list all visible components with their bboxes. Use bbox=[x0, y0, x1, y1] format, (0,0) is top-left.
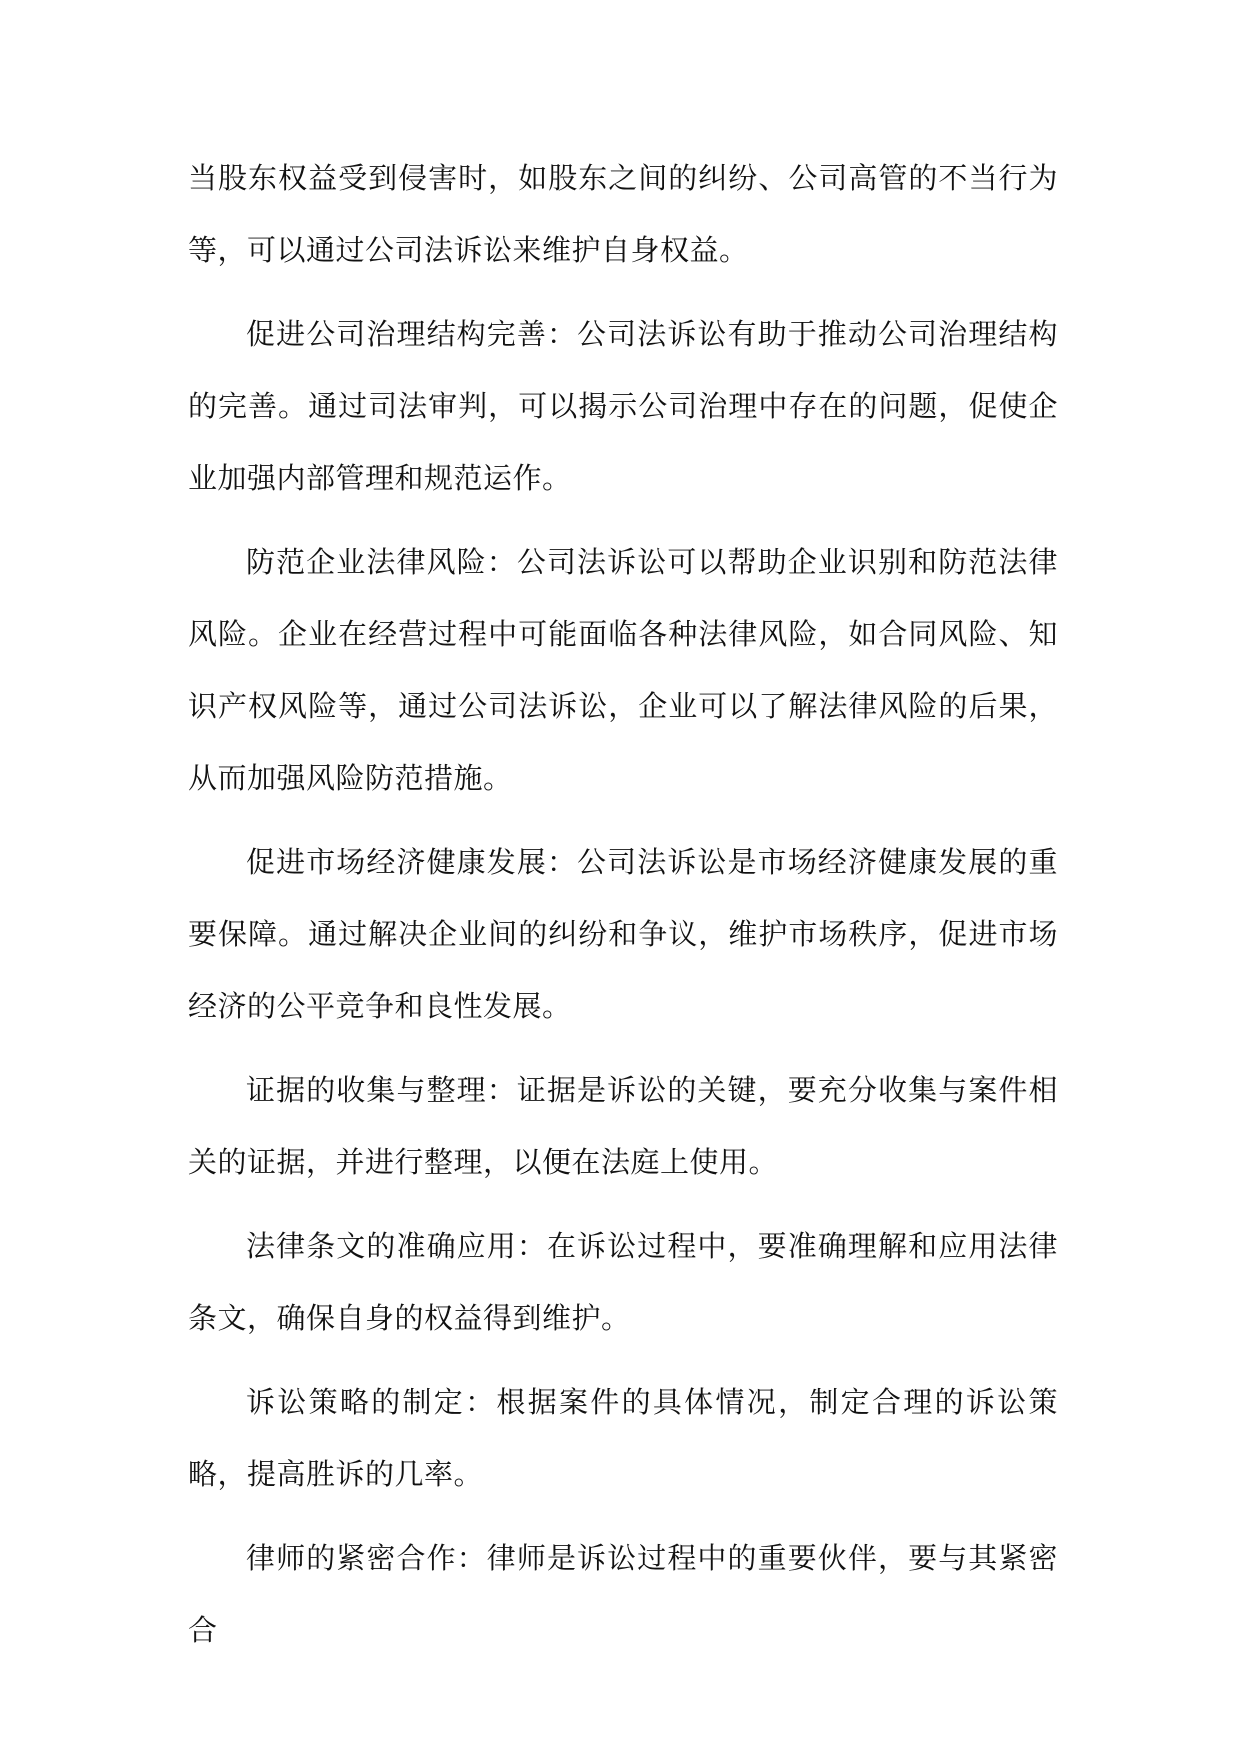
paragraph-evidence bbox=[188, 1054, 1058, 1198]
paragraph-text: 律师是诉讼过程中的重要伙伴，要与其紧密合 bbox=[188, 1541, 1058, 1647]
paragraph-text: 公司法诉讼是市场经济健康发展的重要保障。通过解决企业间的纠纷和争议，维护市场秩序，促进市场经济的公平竞争和良性发展。 bbox=[188, 845, 1058, 1023]
paragraph-text: 证据是诉讼的关键，要充分收集与案件相关的证据，并进行整理，以便在法庭上使用。 bbox=[188, 1073, 1058, 1179]
paragraph-market-economy bbox=[188, 826, 1058, 1042]
paragraph-heading: 促进市场经济健康发展： bbox=[246, 845, 578, 879]
paragraph-legal-provisions bbox=[188, 1210, 1058, 1354]
document-body bbox=[188, 142, 1058, 1678]
paragraph-legal-risk bbox=[188, 526, 1058, 814]
paragraph-heading: 律师的紧密合作： bbox=[246, 1541, 487, 1575]
paragraph-text: 公司法诉讼有助于推动公司治理结构的完善。通过司法审判，可以揭示公司治理中存在的问题，促使企业加强内部管理和规范运作。 bbox=[188, 317, 1058, 495]
paragraph-text: 公司法诉讼可以帮助企业识别和防范法律风险。企业在经营过程中可能面临各种法律风险，如合同风险、知识产权风险等，通过公司法诉讼，企业可以了解法律风险的后果，从而加强风险防范措施。 bbox=[188, 545, 1058, 795]
paragraph-text: 当股东权益受到侵害时，如股东之间的纠纷、公司高管的不当行为等，可以通过公司法诉讼来维护自身权益。 bbox=[188, 161, 1058, 267]
paragraph-heading: 促进公司治理结构完善： bbox=[246, 317, 578, 351]
paragraph-litigation-strategy bbox=[188, 1366, 1058, 1510]
paragraph-heading: 防范企业法律风险： bbox=[246, 545, 517, 579]
paragraph-heading: 法律条文的准确应用： bbox=[246, 1229, 547, 1263]
paragraph-text: 根据案件的具体情况，制定合理的诉讼策略，提高胜诉的几率。 bbox=[188, 1385, 1058, 1491]
paragraph-text: 在诉讼过程中，要准确理解和应用法律条文，确保自身的权益得到维护。 bbox=[188, 1229, 1058, 1335]
paragraph-corporate-governance bbox=[188, 298, 1058, 514]
paragraph-shareholder-rights bbox=[188, 142, 1058, 286]
paragraph-lawyer-cooperation bbox=[188, 1522, 1058, 1666]
paragraph-heading: 证据的收集与整理： bbox=[246, 1073, 517, 1107]
paragraph-heading: 诉讼策略的制定： bbox=[246, 1385, 497, 1419]
